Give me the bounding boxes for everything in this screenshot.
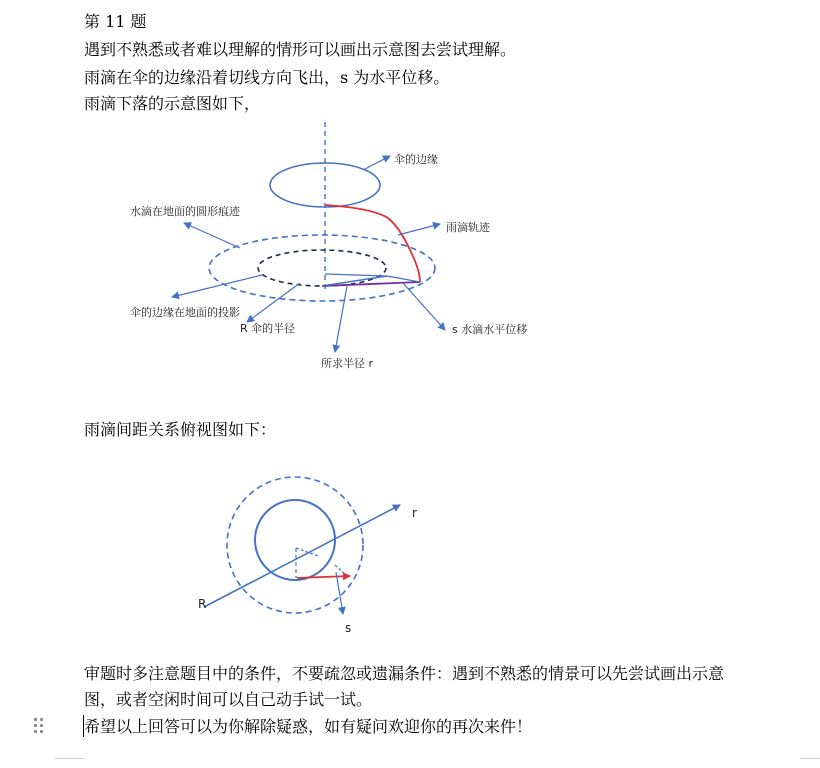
top-label-r: r (412, 506, 417, 520)
raindrop-trajectory (325, 205, 420, 282)
arrow-r (335, 286, 347, 352)
top-view-caption: 雨滴间距关系俯视图如下： (84, 420, 277, 439)
r-arrow (204, 505, 400, 607)
top-label-s: s (345, 621, 352, 635)
drag-handle-icon[interactable] (34, 718, 46, 734)
top-view-diagram (198, 477, 417, 635)
conclusion-line-2: 图，或者空闲时间可以自己动手试一试。 (84, 690, 373, 709)
label-r: 所求半径 r (321, 357, 374, 370)
arrow-trajectory (398, 224, 440, 235)
label-projection: 伞的边缘在地面的投影 (130, 306, 240, 319)
s-arrow (336, 572, 343, 614)
raindrop-fall-diagram (130, 122, 527, 370)
question-title: 第 11 题 (84, 12, 147, 31)
intro-line-2: 雨滴在伞的边缘沿着切线方向飞出，s 为水平位移。 (84, 68, 450, 87)
arrow-R (247, 283, 300, 322)
tangent-velocity-arrow (297, 576, 350, 578)
label-trajectory: 雨滴轨迹 (446, 221, 490, 234)
label-umbrella-edge: 伞的边缘 (394, 153, 438, 166)
label-s: s 水滴水平位移 (452, 323, 528, 336)
ground-trace-ellipse (209, 235, 435, 301)
outer-dashed-circle (227, 477, 363, 613)
conclusion-line-1: 审题时多注意题目中的条件，不要疏忽或遗漏条件：遇到不熟悉的情景可以先尝试画出示意 (84, 664, 725, 683)
arrow-ground-trace (184, 223, 240, 248)
closing-line[interactable]: 希望以上回答可以为你解除疑惑，如有疑问欢迎你的再次来件！ (84, 717, 533, 736)
arrow-umbrella-edge (363, 156, 390, 170)
arrow-s (403, 283, 445, 330)
label-ground-trace: 水滴在地面的圆形痕迹 (130, 205, 240, 218)
projection-ellipse (258, 250, 386, 286)
intro-line-1: 遇到不熟悉或者难以理解的情形可以画出示意图去尝试理解。 (84, 40, 517, 59)
label-R: R 伞的半径 (240, 322, 296, 335)
intro-line-3: 雨滴下落的示意图如下， (84, 94, 261, 113)
arrow-projection (172, 275, 262, 297)
top-label-R: R (198, 597, 207, 611)
inner-circle (255, 500, 335, 580)
